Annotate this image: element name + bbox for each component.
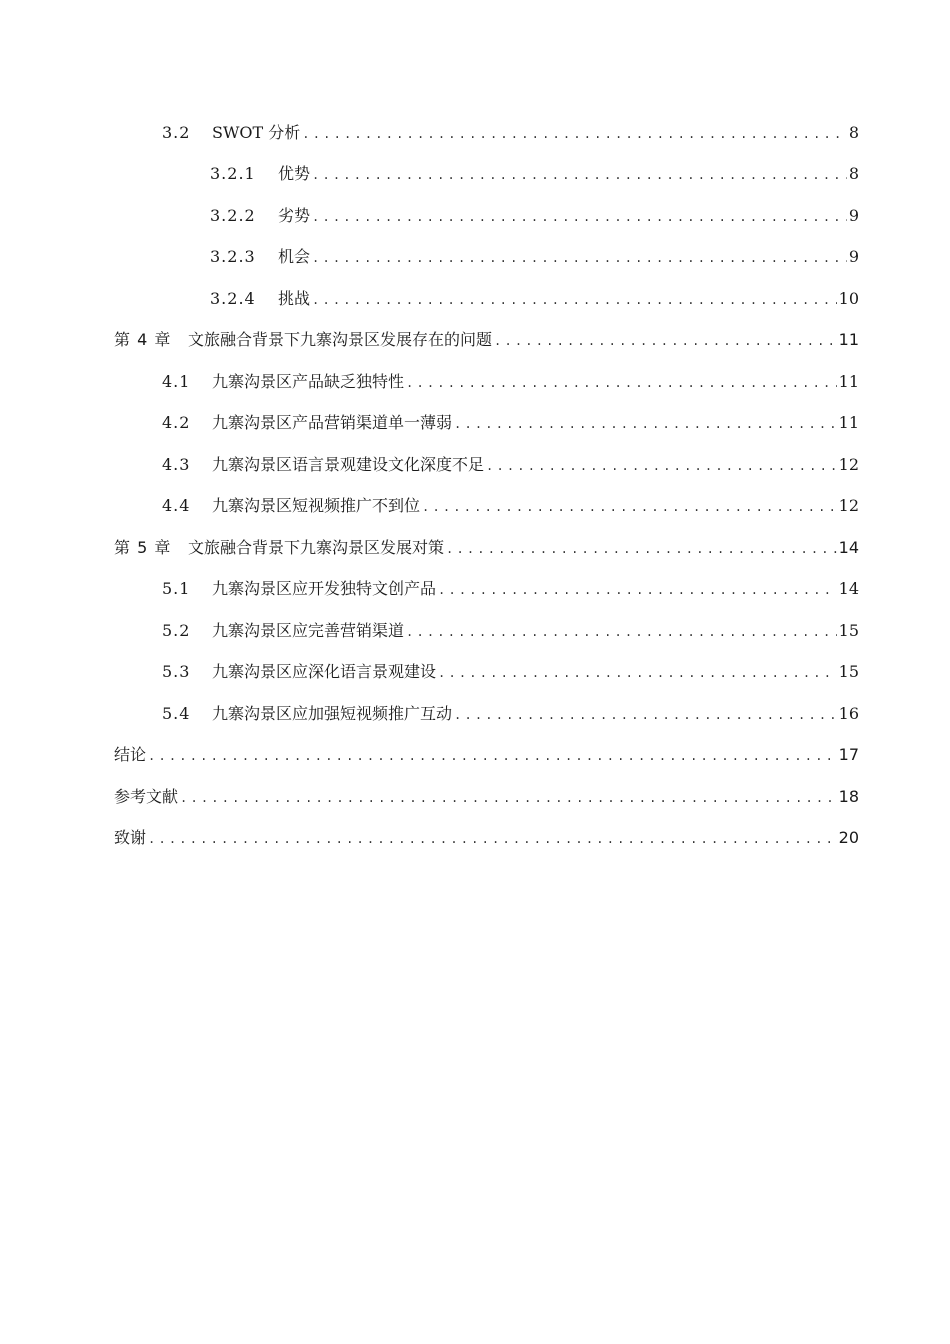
toc-entry-title: 九寨沟景区应开发独特文创产品 xyxy=(212,579,437,598)
toc-entry-title: 九寨沟景区应深化语言景观建设 xyxy=(212,662,437,681)
toc-entry-5-3[interactable] xyxy=(162,660,859,684)
toc-entry-chapter-4[interactable] xyxy=(114,328,859,352)
toc-dot-leader xyxy=(446,537,837,560)
toc-entry-page: 15 xyxy=(838,662,859,681)
toc-entry-title: SWOT 分析 xyxy=(212,123,301,142)
toc-entry-title: 致谢 xyxy=(114,828,147,847)
toc-entry-4-2[interactable] xyxy=(162,411,859,435)
toc-entry-number: 第 4 章 xyxy=(114,330,172,349)
toc-dot-leader xyxy=(312,163,847,186)
toc-dot-leader xyxy=(486,454,837,477)
toc-entry-3-2-4[interactable] xyxy=(210,287,859,311)
toc-dot-leader xyxy=(494,329,837,352)
toc-dot-leader xyxy=(438,661,837,684)
toc-entry-4-3[interactable] xyxy=(162,453,859,477)
toc-entry-page: 20 xyxy=(838,828,859,847)
toc-entry-4-4[interactable] xyxy=(162,494,859,518)
toc-dot-leader xyxy=(180,786,837,809)
toc-entry-page: 11 xyxy=(838,413,859,432)
toc-entry-number: 4.3 xyxy=(162,455,191,474)
toc-entry-title: 参考文献 xyxy=(114,787,179,806)
toc-entry-title: 九寨沟景区应加强短视频推广互动 xyxy=(212,704,453,723)
toc-entry-page: 9 xyxy=(848,206,859,225)
toc-dot-leader xyxy=(148,744,837,767)
toc-dot-leader xyxy=(148,827,837,850)
toc-entry-number: 第 5 章 xyxy=(114,538,172,557)
toc-entry-number: 3.2.4 xyxy=(210,289,256,308)
toc-entry-page: 11 xyxy=(838,330,859,349)
toc-entry-page: 14 xyxy=(838,538,859,557)
toc-entry-3-2-3[interactable] xyxy=(210,245,859,269)
toc-entry-page: 8 xyxy=(848,164,859,183)
toc-dot-leader xyxy=(312,205,847,228)
toc-dot-leader xyxy=(312,246,847,269)
toc-entry-references[interactable] xyxy=(114,785,859,809)
toc-entry-5-4[interactable] xyxy=(162,702,859,726)
toc-entry-title: 优势 xyxy=(278,164,311,183)
toc-entry-3-2-2[interactable] xyxy=(210,204,859,228)
toc-dot-leader xyxy=(454,703,837,726)
toc-entry-conclusion[interactable] xyxy=(114,743,859,767)
toc-entry-page: 8 xyxy=(848,123,859,142)
toc-dot-leader xyxy=(302,122,847,145)
toc-entry-page: 17 xyxy=(838,745,859,764)
toc-entry-page: 15 xyxy=(838,621,859,640)
toc-entry-5-1[interactable] xyxy=(162,577,859,601)
toc-dot-leader xyxy=(406,620,837,643)
toc-entry-page: 9 xyxy=(848,247,859,266)
toc-entry-title: 九寨沟景区短视频推广不到位 xyxy=(212,496,421,515)
toc-entry-number: 3.2 xyxy=(162,123,191,142)
toc-entry-3-2-1[interactable] xyxy=(210,162,859,186)
toc-entry-title: 九寨沟景区应完善营销渠道 xyxy=(212,621,405,640)
toc-entry-page: 16 xyxy=(838,704,859,723)
toc-entry-page: 18 xyxy=(838,787,859,806)
toc-dot-leader xyxy=(422,495,837,518)
toc-entry-title: 机会 xyxy=(278,247,311,266)
toc-entry-3-2[interactable] xyxy=(162,121,859,145)
toc-entry-page: 11 xyxy=(838,372,859,391)
toc-entry-page: 12 xyxy=(838,496,859,515)
toc-entry-5-2[interactable] xyxy=(162,619,859,643)
toc-entry-title: 九寨沟景区产品营销渠道单一薄弱 xyxy=(212,413,453,432)
toc-entry-number: 4.4 xyxy=(162,496,191,515)
toc-entry-number: 3.2.1 xyxy=(210,164,256,183)
toc-entry-page: 14 xyxy=(838,579,859,598)
toc-dot-leader xyxy=(406,371,837,394)
toc-dot-leader xyxy=(454,412,837,435)
toc-entry-number: 4.2 xyxy=(162,413,191,432)
toc-entry-number: 5.4 xyxy=(162,704,191,723)
toc-entry-acknowledgements[interactable] xyxy=(114,826,859,850)
toc-entry-page: 10 xyxy=(838,289,859,308)
toc-entry-chapter-5[interactable] xyxy=(114,536,859,560)
toc-entry-number: 5.2 xyxy=(162,621,191,640)
toc-entry-title: 文旅融合背景下九寨沟景区发展存在的问题 xyxy=(188,330,493,349)
toc-entry-4-1[interactable] xyxy=(162,370,859,394)
toc-entry-title: 九寨沟景区语言景观建设文化深度不足 xyxy=(212,455,485,474)
toc-dot-leader xyxy=(312,288,837,311)
toc-entry-page: 12 xyxy=(838,455,859,474)
toc-entry-number: 3.2.2 xyxy=(210,206,256,225)
toc-entry-number: 5.1 xyxy=(162,579,191,598)
toc-entry-title: 结论 xyxy=(114,745,147,764)
toc-entry-number: 5.3 xyxy=(162,662,191,681)
toc-entry-title: 劣势 xyxy=(278,206,311,225)
toc-entry-title: 九寨沟景区产品缺乏独特性 xyxy=(212,372,405,391)
toc-entry-number: 3.2.3 xyxy=(210,247,256,266)
toc-entry-title: 挑战 xyxy=(278,289,311,308)
toc-dot-leader xyxy=(438,578,837,601)
toc-entry-number: 4.1 xyxy=(162,372,191,391)
toc-entry-title: 文旅融合背景下九寨沟景区发展对策 xyxy=(188,538,445,557)
